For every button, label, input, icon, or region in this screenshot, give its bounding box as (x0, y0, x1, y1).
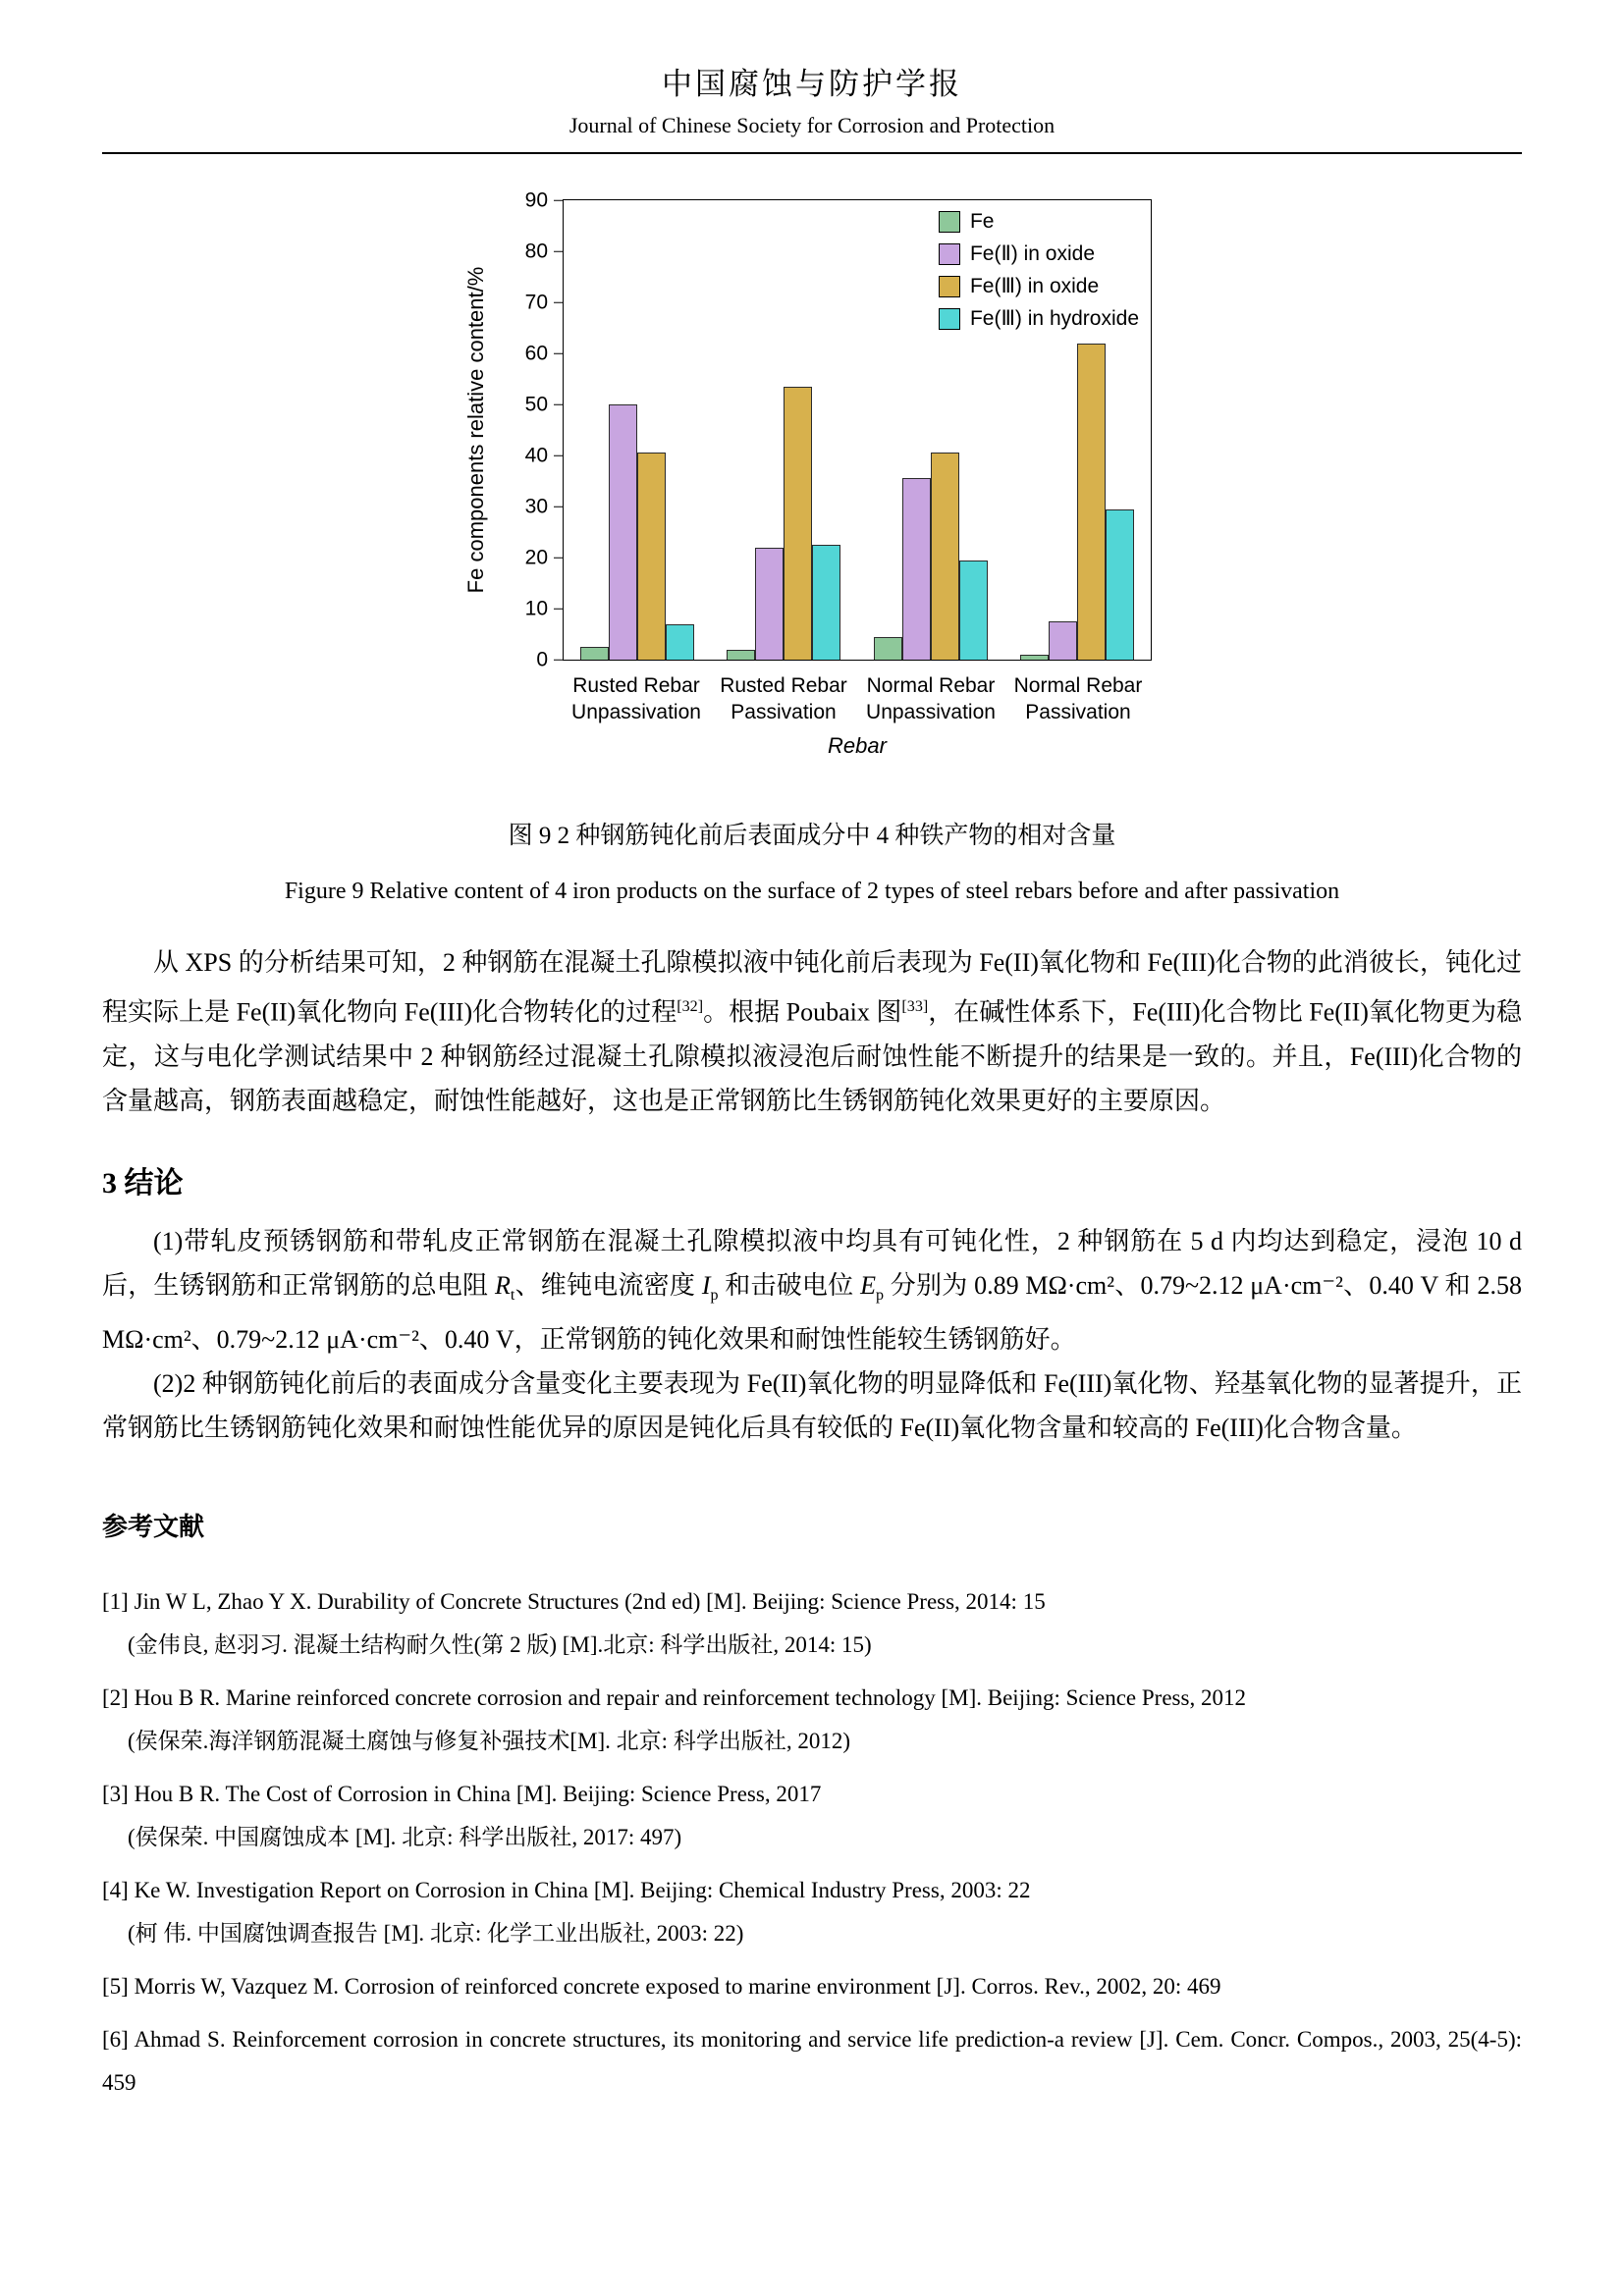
y-tick-label: 40 (524, 444, 548, 467)
bar (755, 548, 784, 660)
reference-text-en: [3] Hou B R. The Cost of Corrosion in China [M]. Beijing: Science Press, 2017 (102, 1781, 822, 1806)
bar (580, 647, 609, 660)
paragraph-discussion: 从 XPS 的分析结果可知，2 种钢筋在混凝土孔隙模拟液中钝化前后表现为 Fe(II)氧化物和 Fe(III)化合物的此消彼长，钝化过程实际上是 Fe(II)氧化物向 Fe(III)化合物转化的过程[32]。根据 Poubaix 图[33]，在碱性体系下，Fe(III)化合物比 Fe(II)氧化物更为稳定，这与电化学测试结果中 2 种钢筋经过混凝土孔隙模拟液浸泡后耐蚀性能不断提升的结果是一致的。并且，Fe(III)化合物的含量越高，钢筋表面越稳定，耐蚀性能越好，这也是正常钢筋比生锈钢筋钝化效果更好的主要原因。 (102, 948, 1522, 1115)
paragraph-conclusion-1: (1)带轧皮预锈钢筋和带轧皮正常钢筋在混凝土孔隙模拟液中均具有可钝化性，2 种钢筋在 5 d 内均达到稳定，浸泡 10 d 后，生锈钢筋和正常钢筋的总电阻 $R_t$、维钝电流密度 $I_p$ 和击破电位 $E_p$ 分别为 0.89 MΩ·cm²、0.79~2.12 μA·cm⁻²、0.40 V 和 2.58 MΩ·cm²、0.79~2.12 μA·cm⁻²、0.40 V，正常钢筋的钝化效果和耐蚀性能较生锈钢筋好。 (102, 1226, 1522, 1354)
reference-entry (102, 1677, 1522, 1763)
x-axis-label: Rebar (828, 733, 887, 758)
y-tick-label: 20 (524, 546, 548, 569)
legend-item (939, 241, 1139, 266)
figure-caption-en: Figure 9 Relative content of 4 iron products on the surface of 2 types of steel rebars before and after passivation (284, 879, 1340, 904)
legend-item (939, 306, 1139, 331)
y-tick-label: 50 (524, 393, 548, 416)
reference-text-en: [1] Jin W L, Zhao Y X. Durability of Concrete Structures (2nd ed) [M]. Beijing: Science Press, 2014: 15 (102, 1588, 1046, 1614)
x-category-label: Normal Rebar Passivation (1013, 674, 1143, 723)
y-tick-mark (554, 352, 563, 354)
reference-text-zh: (侯保荣. 中国腐蚀成本 [M]. 北京: 科学出版社, 2017: 497) (128, 1824, 682, 1849)
bar (874, 637, 902, 660)
y-tick-mark (554, 659, 563, 661)
y-tick-label: 90 (524, 188, 548, 212)
section-heading-conclusion: 3 结论 (102, 1166, 184, 1200)
legend-item (939, 274, 1139, 298)
chart-plot-area (524, 188, 1152, 671)
reference-entry (102, 1869, 1522, 1955)
y-tick-label: 70 (524, 291, 548, 314)
reference-text-zh: (金伟良, 赵羽习. 混凝土结构耐久性(第 2 版) [M].北京: 科学出版社, 2014: 15) (128, 1631, 872, 1657)
x-category-label: Rusted Rebar Passivation (720, 674, 847, 723)
journal-title-en: Journal of Chinese Society for Corrosion and Protection (568, 113, 1056, 137)
y-tick-label: 80 (524, 240, 548, 263)
y-tick-mark (554, 557, 563, 559)
journal-title-zh: 中国腐蚀与防护学报 (662, 67, 962, 101)
bar (1077, 344, 1106, 660)
bar-group (727, 200, 840, 660)
y-tick-label: 0 (536, 648, 548, 671)
reference-entry (102, 1580, 1522, 1667)
legend-swatch-icon (939, 243, 960, 265)
x-category-label: Rusted Rebar Unpassivation (571, 674, 701, 723)
paragraph-conclusion-2: (2)2 种钢筋钝化前后的表面成分含量变化主要表现为 Fe(II)氧化物的明显降低和 Fe(III)氧化物、羟基氧化物的显著提升，正常钢筋比生锈钢筋钝化效果和耐蚀性能优异的原因是钝化后具有较低的 Fe(II)氧化物含量和较高的 Fe(III)化合物含量。 (102, 1368, 1522, 1442)
reference-text-en: [4] Ke W. Investigation Report on Corrosion in China [M]. Beijing: Chemical Industry Press, 2003: 22 (102, 1877, 1031, 1902)
bar (1106, 509, 1134, 660)
y-tick-label: 30 (524, 495, 548, 518)
legend-item (939, 210, 1139, 234)
x-category-label: Normal Rebar Unpassivation (866, 674, 996, 723)
references-heading: 参考文献 (102, 1512, 205, 1541)
y-tick-mark (554, 608, 563, 610)
legend-label: Fe(Ⅲ) in oxide (969, 275, 1100, 297)
bar (812, 545, 840, 660)
legend-label: Fe (969, 210, 995, 233)
bar (666, 624, 694, 660)
legend-label: Fe(Ⅱ) in oxide (969, 242, 1095, 265)
reference-text-en: [2] Hou B R. Marine reinforced concrete corrosion and repair and reinforcement technology [M]. Beijing: Science Press, 2012 (102, 1684, 1246, 1710)
bar (959, 561, 988, 660)
y-tick-mark (554, 199, 563, 201)
y-tick-mark (554, 403, 563, 405)
figure-block (102, 187, 1522, 905)
reference-text-en: [6] Ahmad S. Reinforcement corrosion in concrete structures, its monitoring and service life prediction-a review [J]. Cem. Concr. Compos., 2003, 25(4-5): 459 (102, 2026, 1522, 2095)
bar (931, 453, 959, 660)
reference-text-zh: (柯 伟. 中国腐蚀调查报告 [M]. 北京: 化学工业出版社, 2003: 22) (128, 1920, 744, 1946)
references-list (102, 1580, 1522, 2105)
bar (902, 478, 931, 660)
bar (784, 387, 812, 660)
legend-swatch-icon (939, 276, 960, 297)
y-tick-mark (554, 301, 563, 303)
reference-entry (102, 1773, 1522, 1859)
reference-entry (102, 2018, 1522, 2105)
reference-text-en: [5] Morris W, Vazquez M. Corrosion of reinforced concrete exposed to marine environment [J]. Corros. Rev., 2002, 20: 469 (102, 1973, 1221, 1999)
x-category-labels (563, 672, 1152, 725)
y-tick-mark (554, 454, 563, 456)
y-tick-mark (554, 506, 563, 507)
bar-group (580, 200, 694, 660)
reference-text-zh: (侯保荣.海洋钢筋混凝土腐蚀与修复补强技术[M]. 北京: 科学出版社, 2012) (128, 1728, 850, 1753)
reference-entry (102, 1965, 1522, 2008)
bar (637, 453, 666, 660)
y-tick-label: 60 (524, 342, 548, 365)
chart-legend (939, 210, 1139, 339)
y-tick-mark (554, 250, 563, 252)
y-tick-label: 10 (524, 597, 548, 620)
legend-label: Fe(Ⅲ) in hydroxide (969, 307, 1139, 330)
bar (1020, 655, 1049, 660)
figure-caption-zh: 图 9 2 种钢筋钝化前后表面成分中 4 种铁产物的相对含量 (508, 823, 1116, 849)
y-axis-label: Fe components relative content/% (463, 266, 488, 594)
bar (727, 650, 755, 660)
bar (1049, 621, 1077, 660)
bar-chart (419, 187, 1205, 776)
legend-swatch-icon (939, 308, 960, 330)
bar (609, 404, 637, 660)
journal-masthead (102, 59, 1522, 154)
legend-swatch-icon (939, 211, 960, 233)
